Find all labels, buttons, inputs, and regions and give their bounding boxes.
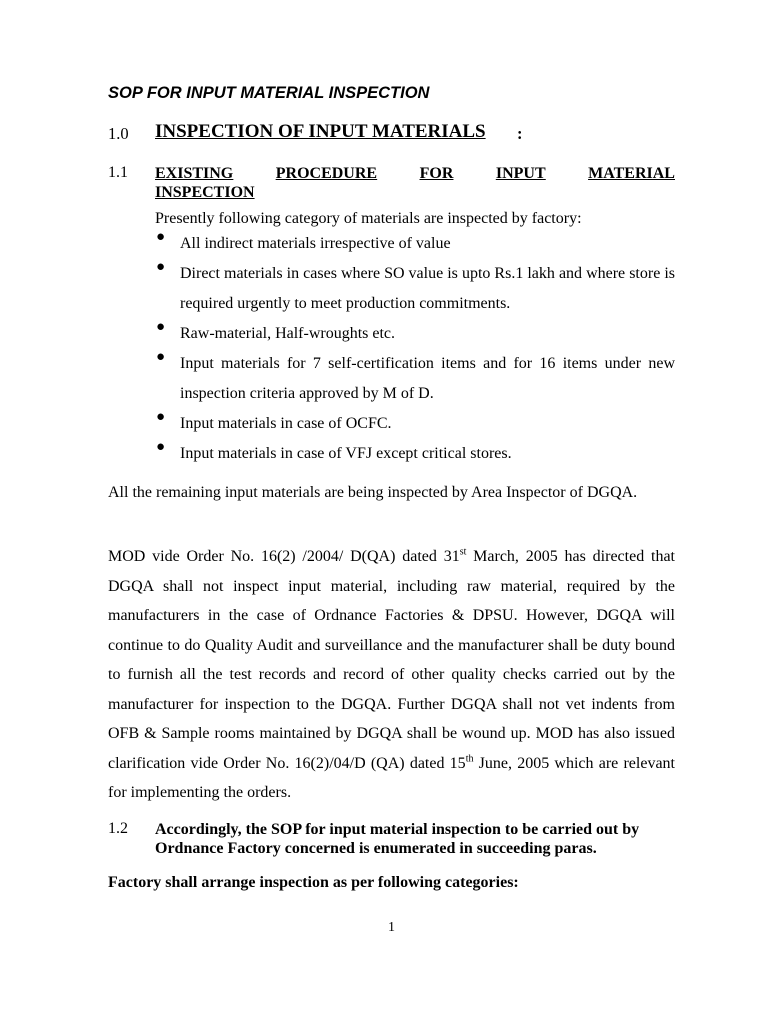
bullet-icon: ● [156,259,166,275]
list-item-text: Input materials in case of VFJ except critical stores. [180,445,512,462]
subsection-1-2-number: 1.2 [108,820,128,837]
bullet-icon: ● [156,439,166,455]
section-number: 1.0 [108,124,129,143]
list-item-text: Input materials for 7 self-certification items and for 16 items under new inspection criteria approved by M of D. [180,355,675,402]
bullet-list [155,229,675,469]
section-colon: : [517,124,523,143]
list-item [155,409,675,439]
list-item [155,349,675,409]
superscript: th [465,753,474,765]
paragraph-text: MOD vide Order No. 16(2) /2004/ D(QA) dated 31 [108,548,460,565]
superscript: st [459,546,467,558]
list-item-text: Input materials in case of OCFC. [180,415,392,432]
final-line: Factory shall arrange inspection as per following categories: [108,874,519,891]
list-item-text: Raw-material, Half-wroughts etc. [180,325,396,342]
heading-word: PROCEDURE [275,165,378,182]
heading-word: MATERIAL [588,165,675,182]
bullet-icon: ● [156,229,166,245]
list-item [155,439,675,469]
intro-text: Presently following category of materials are inspected by factory: [155,210,582,227]
bullet-icon: ● [156,319,166,335]
section-heading: INSPECTION OF INPUT MATERIALS [155,121,486,142]
list-item-text: Direct materials in cases where SO value is upto Rs.1 lakh and where store is required urgently to meet production commitments. [180,265,675,312]
document-title: SOP FOR INPUT MATERIAL INSPECTION [108,84,430,102]
heading-word: EXISTING [155,165,234,182]
list-item-text: All indirect materials irrespective of value [180,235,451,252]
paragraph-text: March, 2005 has directed that DGQA shall not inspect input material, including raw material, required by the manufacturers in the case of Ordnance Factories & DPSU. However, DGQA will continue to do Quality Audit and surveillance and the manufacturer shall be duty bound to furnish all the test records and record of other quality checks carried out by the manufacturer for inspection to the DGQA. Further DGQA shall not vet indents from OFB & Sample rooms maintained by DGQA shall be wound up. MOD has also issued clarification vide Order No. 16(2)/04/D (QA) dated 15 [108,548,675,772]
paragraph-remaining-materials: All the remaining input materials are being inspected by Area Inspector of DGQA. [108,484,638,501]
paragraph-text: June, 2005 which are relevant for implementing the orders. [108,754,676,801]
paragraph-mod-order [108,542,675,808]
subsection-1-1-heading [155,164,675,202]
page-number: 1 [388,920,395,935]
list-item [155,259,675,319]
subsection-1-2-text: Accordingly, the SOP for input material inspection to be carried out by Ordnance Factory concerned is enumerated in succeeding paras. [155,821,640,857]
list-item [155,229,675,259]
bullet-icon: ● [156,409,166,425]
heading-line-1 [155,164,675,183]
list-item [155,319,675,349]
heading-word: INPUT [495,165,546,182]
heading-word: FOR [419,165,454,182]
heading-line-2: INSPECTION [155,184,255,201]
bullet-icon: ● [156,349,166,365]
subsection-1-1-number: 1.1 [108,164,128,181]
